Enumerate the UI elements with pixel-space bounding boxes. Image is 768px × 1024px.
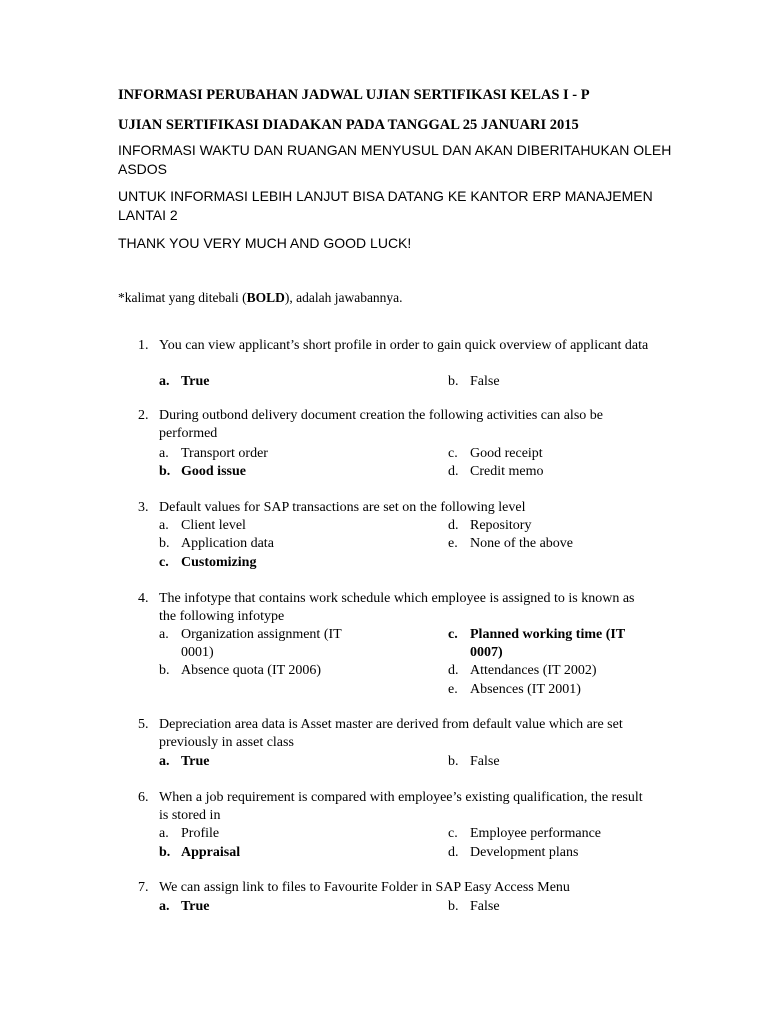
question-text: We can assign link to files to Favourite Folder in SAP Easy Access Menu [159, 880, 570, 895]
question-text: Default values for SAP transactions are set on the following level [159, 500, 526, 515]
answer-note-bold: BOLD [246, 290, 285, 305]
heading-schedule-change: INFORMASI PERUBAHAN JADWAL UJIAN SERTIFIKASI KELAS I - P [118, 87, 590, 103]
question-number: 2. [138, 408, 149, 423]
question-text: You can view applicant’s short profile in order to gain quick overview of applicant data [159, 338, 649, 353]
question-text: The infotype that contains work schedule which employee is assigned to is known as the following infotype [159, 591, 635, 624]
heading-exam-date: UJIAN SERTIFIKASI DIADAKAN PADA TANGGAL 25 JANUARI 2015 [118, 117, 579, 133]
question-number: 5. [138, 717, 149, 732]
document-page: INFORMASI PERUBAHAN JADWAL UJIAN SERTIFIKASI KELAS I - P UJIAN SERTIFIKASI DIADAKAN PADA TANGGAL 25 JANUARI 2015 INFORMASI WAKTU DAN RUANGAN MENYUSUL DAN AKAN DIBERITAHUKAN OLEH ASDOS UNTUK INFORMASI LEBIH LANJUT BISA DATANG KE KANTOR ERP MANAJEMEN LANTAI 2 THANK YOU VERY MUCH AND GOOD LUCK! *kalimat yang ditebali (BOLD), adalah jawabannya. 1. You can view applicant’s short profile in order to gain quick overview of applicant data a. True b. False 2. During outbond delivery document creation the following activities can also be performed a. Transport order b. Good issue c. Good receipt d. Credit memo 3. Default values for SAP transactions are set on the following level a. Client level b. Application data c. Customizing d. Repository e. None of the above 4. The infotype that contains work schedule which employee is assigned to is known as the following infotype a. Organization assignment (IT 0001) b. Absence quota (IT 2006) c. Planned working time (IT 0007) d. Attendances (IT 2002) e. Absences (IT 2001) 5. Depreciation area data is Asset master are derived from default value which are set previously in asset class a. True b. False 6. When a job requirement is compared with employee’s existing qualification, the result is stored in a. Profile b. Appraisal c. Employee performance d. Development plans 7. We can assign link to files to Favourite Folder in SAP Easy Access Menu a. True b. False [0, 0, 768, 1024]
info-time-room: INFORMASI WAKTU DAN RUANGAN MENYUSUL DAN AKAN DIBERITAHUKAN OLEH ASDOS [118, 142, 672, 177]
question-number: 3. [138, 500, 149, 515]
question-text: When a job requirement is compared with employee’s existing qualification, the result is stored in [159, 790, 643, 823]
info-good-luck: THANK YOU VERY MUCH AND GOOD LUCK! [118, 235, 412, 251]
question-number: 4. [138, 591, 149, 606]
question-text: During outbond delivery document creation the following activities can also be performed [159, 408, 603, 441]
answer-note-suffix: ), adalah jawabannya. [284, 290, 403, 305]
question-text: Depreciation area data is Asset master are derived from default value which are set previously in asset class [159, 717, 623, 750]
answer-note-prefix: *kalimat yang ditebali ( [118, 290, 247, 305]
answer-note [118, 289, 403, 307]
question-number: 6. [138, 790, 149, 805]
question-number: 1. [138, 338, 149, 353]
question-number: 7. [138, 880, 149, 895]
info-more-details: UNTUK INFORMASI LEBIH LANJUT BISA DATANG KE KANTOR ERP MANAJEMEN LANTAI 2 [118, 188, 653, 223]
